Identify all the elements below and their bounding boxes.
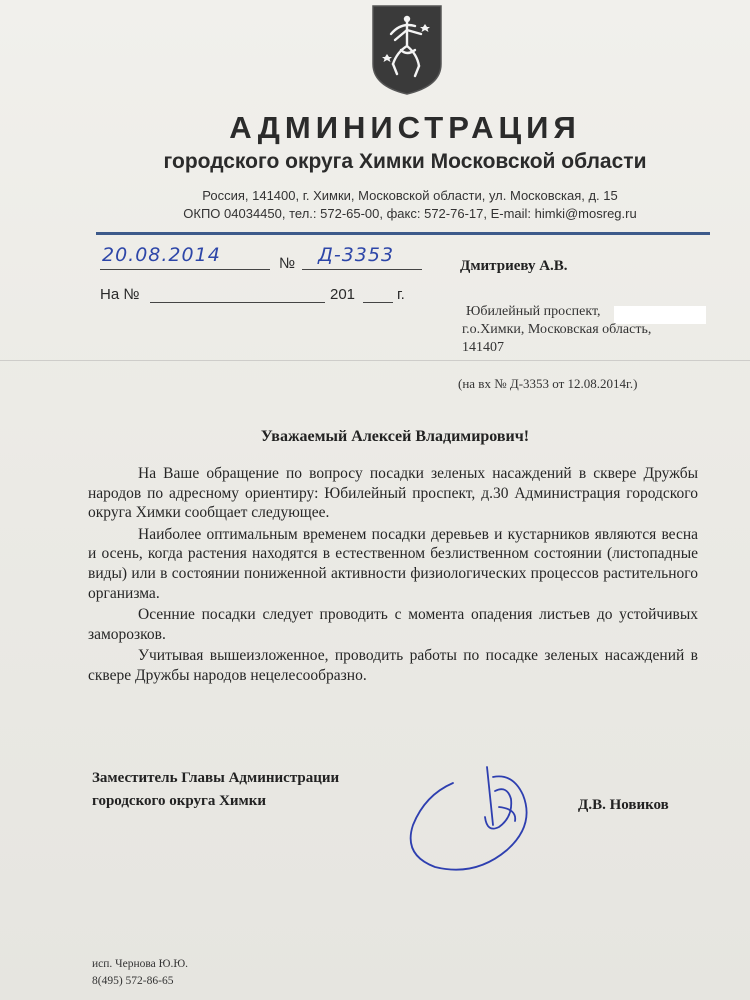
registration-number-label: №	[279, 255, 296, 272]
reply-year-underline	[363, 302, 393, 303]
registration-date: 20.08.2014	[102, 244, 221, 266]
recipient-postcode: 141407	[462, 340, 504, 355]
body-paragraph: Наиболее оптимальным временем посадки деревьев и кустарников являются весна и осень, когда растения находятся в естественном безлиственном состоянии (листопадные виды) или в состоянии пониженной активности физиологических процессов растительного организма.	[88, 525, 698, 602]
body-paragraph: На Ваше обращение по вопросу посадки зеленых насаждений в сквере Дружбы народов по адресному ориентиру: Юбилейный проспект, д.30 Администрация городского округа Химки сообщает следующее.	[88, 465, 698, 522]
header-divider	[96, 232, 710, 235]
registration-number: Д-3353	[318, 244, 395, 266]
signatory-title-line1: Заместитель Главы Администрации	[92, 770, 340, 786]
signatory-title	[92, 767, 339, 813]
handwritten-signature	[395, 755, 545, 880]
body-paragraph: Учитывая вышеизложенное, проводить работы по посадке зеленых насаждений в сквере Дружбы народов нецелесообразно.	[88, 647, 698, 684]
executor-phone: 8(495) 572-86-65	[92, 975, 174, 987]
signatory-name: Д.В. Новиков	[578, 797, 669, 813]
number-underline	[302, 269, 422, 270]
org-subtitle: городского округа Химки Московской области	[163, 150, 647, 173]
khimki-coat-of-arms-icon	[371, 4, 443, 96]
recipient-address-line1: Юбилейный проспект,	[466, 304, 601, 319]
recipient-name: Дмитриеву А.В.	[460, 258, 568, 274]
date-underline	[100, 269, 270, 270]
body-paragraph: Осенние посадки следует проводить с момента опадения листьев до устойчивых заморозков.	[88, 606, 698, 643]
org-address-line: Россия, 141400, г. Химки, Московской области, ул. Московская, д. 15	[202, 188, 618, 203]
org-title: АДМИНИСТРАЦИЯ	[229, 110, 581, 145]
reply-year-suffix: г.	[397, 286, 405, 303]
executor-name: исп. Чернова Ю.Ю.	[92, 958, 189, 970]
recipient-address-line2: г.о.Химки, Московская область,	[462, 322, 652, 337]
reply-ref-underline	[150, 302, 325, 303]
letter-body	[88, 464, 698, 688]
paper-fold-line	[0, 360, 750, 361]
org-contacts-line: ОКПО 04034450, тел.: 572-65-00, факс: 572-76-17, E-mail: himki@mosreg.ru	[183, 206, 637, 221]
incoming-reference: (на вх № Д-3353 от 12.08.2014г.)	[458, 376, 638, 391]
greeting: Уважаемый Алексей Владимирович!	[260, 428, 530, 445]
reply-year: 201	[330, 286, 356, 303]
signatory-title-line2: городского округа Химки	[92, 793, 267, 809]
reply-ref-label: На №	[100, 286, 140, 303]
